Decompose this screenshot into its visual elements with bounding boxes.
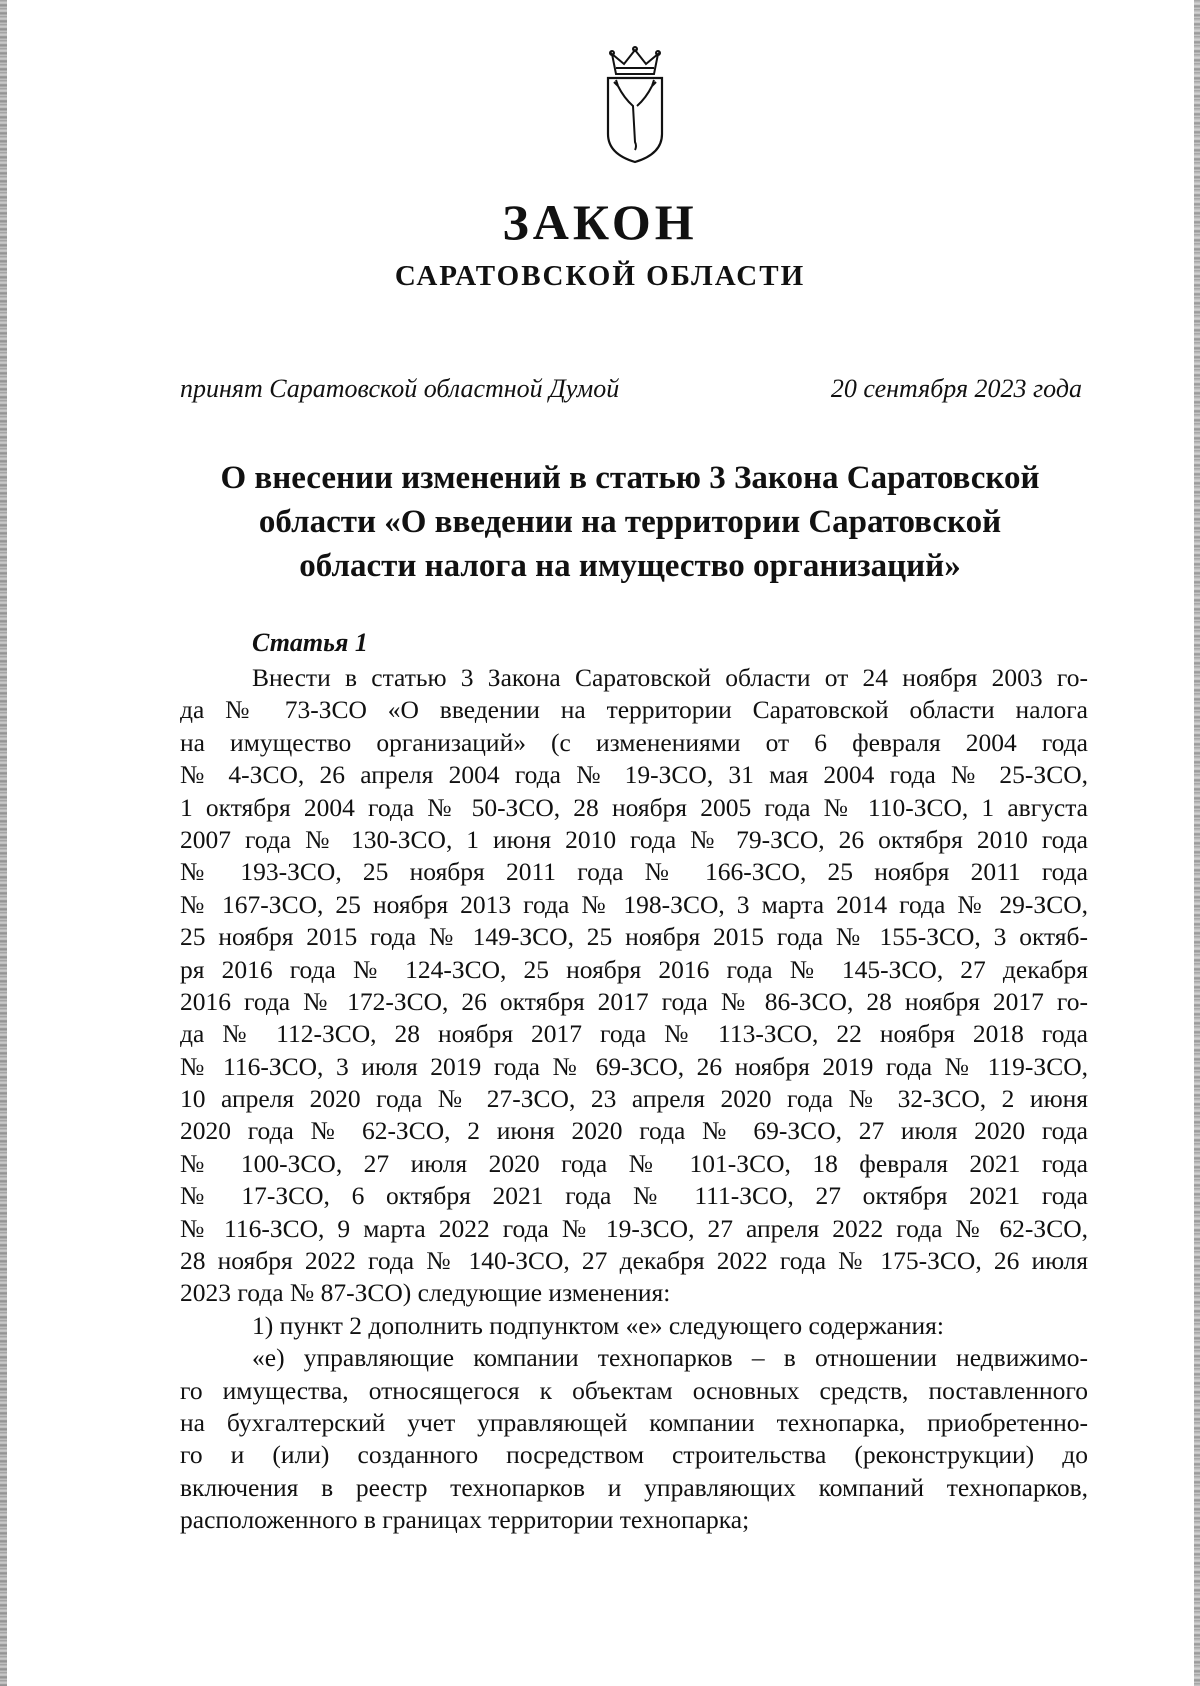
body-line: 2023 года № 87-ЗСО) следующие изменения: bbox=[180, 1278, 671, 1308]
article-label: Статья 1 bbox=[252, 628, 368, 657]
body-line: Внести в статью 3 Закона Саратовской области от 24 ноября 2003 го- bbox=[252, 663, 1088, 692]
body-line: на имущество организаций» (с изменениями от 6 февраля 2004 года bbox=[180, 727, 1088, 757]
body-line: го имущества, относящегося к объектам основных средств, поставленного bbox=[180, 1375, 1088, 1405]
body-line: 2016 года № 172-ЗСО, 26 октября 2017 года № 86-ЗСО, 28 ноября 2017 го- bbox=[180, 986, 1088, 1016]
body-line: № 4-ЗСО, 26 апреля 2004 года № 19-ЗСО, 31 мая 2004 года № 25-ЗСО, bbox=[180, 760, 1088, 790]
adoption-date: 20 сентября 2023 года bbox=[830, 374, 1082, 403]
law-heading-line: области налога на имущество организаций» bbox=[299, 548, 961, 584]
body-line: 1 октября 2004 года № 50-ЗСО, 28 ноября 2005 года № 110-ЗСО, 1 августа bbox=[180, 792, 1088, 822]
body-line: «е) управляющие компании технопарков – в отношении недвижимо- bbox=[252, 1343, 1088, 1373]
adopted-by-text: принят Саратовской областной Думой bbox=[180, 374, 620, 403]
body-line: № 167-ЗСО, 25 ноября 2013 года № 198-ЗСО, 3 марта 2014 года № 29-ЗСО, bbox=[180, 889, 1088, 919]
body-line: 25 ноября 2015 года № 149-ЗСО, 25 ноября 2015 года № 155-ЗСО, 3 октяб- bbox=[180, 922, 1088, 952]
body-line: 10 апреля 2020 года № 27-ЗСО, 23 апреля 2020 года № 32-ЗСО, 2 июня bbox=[180, 1084, 1088, 1114]
law-heading bbox=[170, 456, 1090, 588]
body-line: да № 73-ЗСО «О введении на территории Саратовской области налога bbox=[180, 695, 1088, 725]
body-line: № 116-ЗСО, 9 марта 2022 года № 19-ЗСО, 27 апреля 2022 года № 62-ЗСО, bbox=[180, 1213, 1088, 1243]
body-line: № 116-ЗСО, 3 июля 2019 года № 69-ЗСО, 26 ноября 2019 года № 119-ЗСО, bbox=[180, 1051, 1088, 1081]
body-line: расположенного в границах территории технопарка; bbox=[180, 1505, 750, 1535]
scan-edge-right bbox=[1194, 0, 1200, 1686]
coat-of-arms-emblem bbox=[604, 46, 666, 164]
document-title: ЗАКОН bbox=[502, 194, 698, 250]
law-heading-line: О внесении изменений в статью 3 Закона Саратовской bbox=[220, 460, 1040, 496]
body-line: ря 2016 года № 124-ЗСО, 25 ноября 2016 года № 145-ЗСО, 27 декабря bbox=[180, 954, 1088, 984]
body-line: 28 ноября 2022 года № 140-ЗСО, 27 декабря 2022 года № 175-ЗСО, 26 июля bbox=[180, 1246, 1088, 1276]
body-line: 2007 года № 130-ЗСО, 1 июня 2010 года № 79-ЗСО, 26 октября 2010 года bbox=[180, 824, 1088, 854]
body-line: на бухгалтерский учет управляющей компании технопарка, приобретенно- bbox=[180, 1407, 1088, 1437]
body-line: го и (или) созданного посредством строительства (реконструкции) до bbox=[180, 1440, 1088, 1470]
scan-edge-left bbox=[0, 0, 7, 1686]
body-line: № 193-ЗСО, 25 ноября 2011 года № 166-ЗСО, 25 ноября 2011 года bbox=[180, 857, 1088, 887]
body-line: включения в реестр технопарков и управляющих компаний технопарков, bbox=[180, 1472, 1088, 1502]
article-body bbox=[180, 662, 1088, 1537]
law-heading-line: области «О введении на территории Саратовской bbox=[258, 504, 1002, 540]
body-line: № 100-ЗСО, 27 июля 2020 года № 101-ЗСО, 18 февраля 2021 года bbox=[180, 1148, 1088, 1178]
body-line: да № 112-ЗСО, 28 ноября 2017 года № 113-ЗСО, 22 ноября 2018 года bbox=[180, 1019, 1088, 1049]
body-line: 1) пункт 2 дополнить подпунктом «е» следующего содержания: bbox=[252, 1310, 944, 1340]
body-line: № 17-ЗСО, 6 октября 2021 года № 111-ЗСО, 27 октября 2021 года bbox=[180, 1181, 1088, 1211]
body-line: 2020 года № 62-ЗСО, 2 июня 2020 года № 69-ЗСО, 27 июля 2020 года bbox=[180, 1116, 1088, 1146]
document-subtitle: САРАТОВСКОЙ ОБЛАСТИ bbox=[394, 260, 806, 292]
